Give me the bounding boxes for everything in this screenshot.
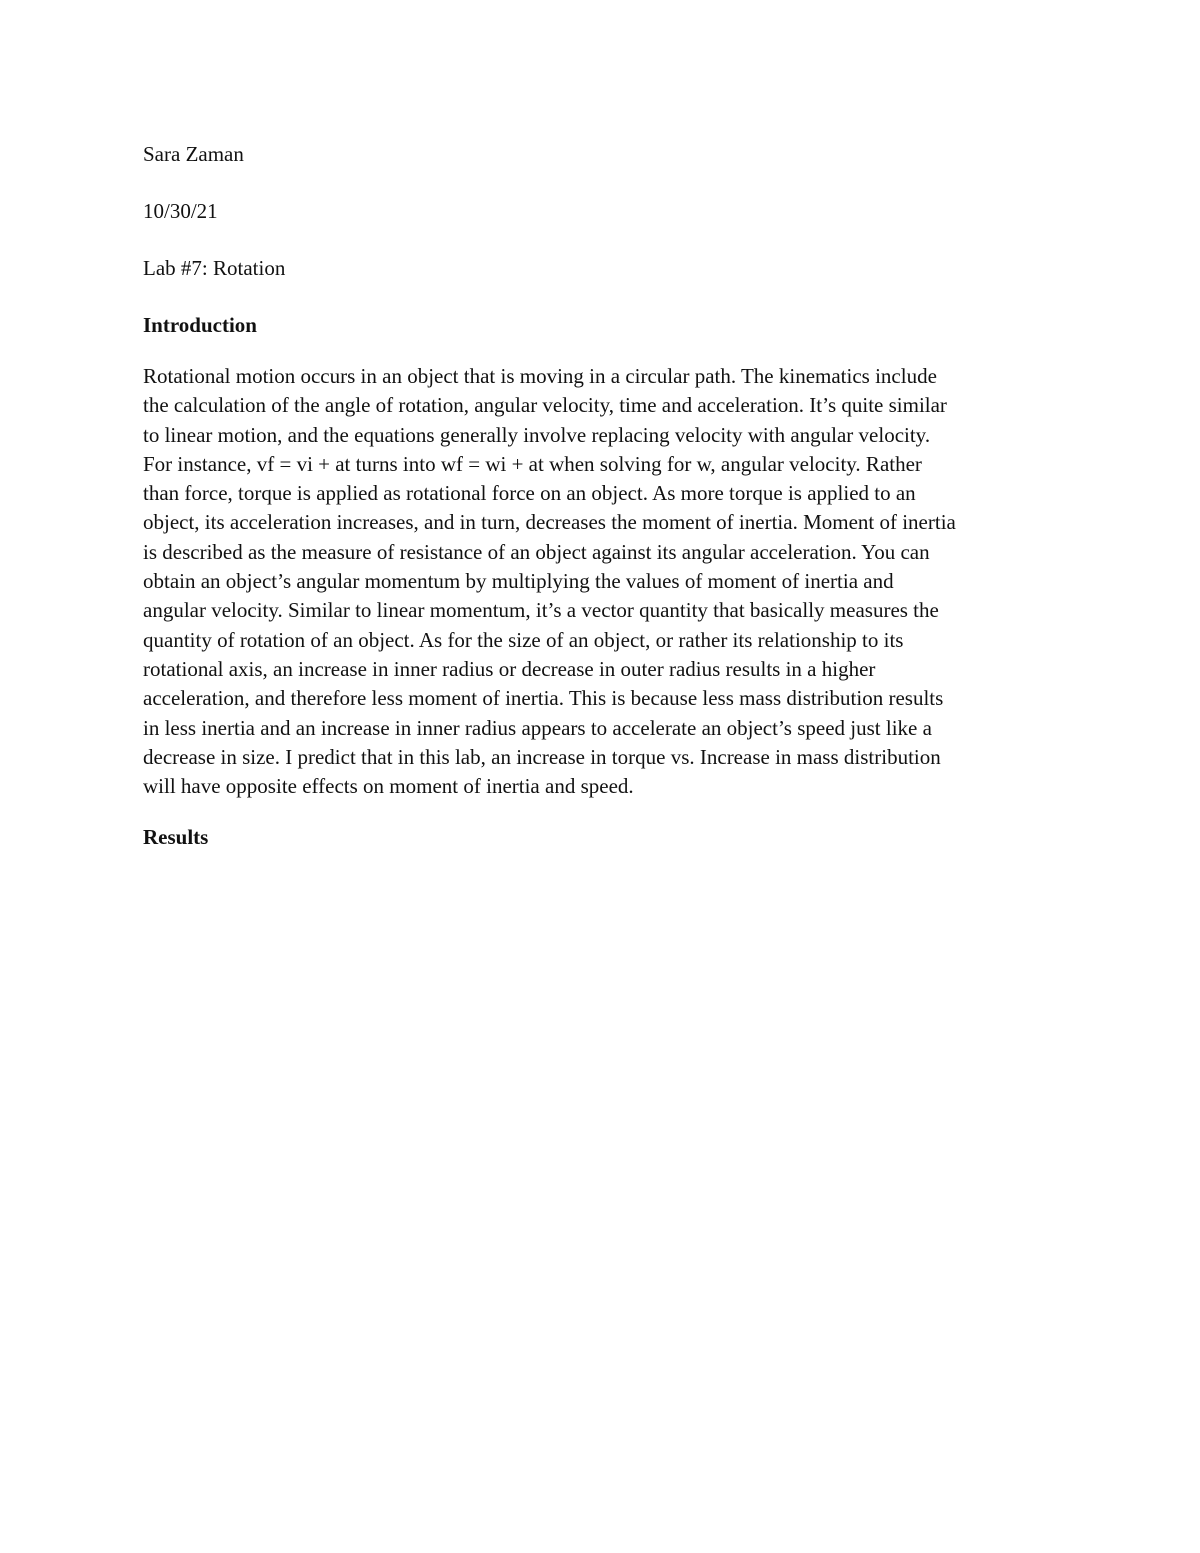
document-body [143,140,1063,874]
paragraph-line: rotational axis, an increase in inner radius or decrease in outer radius results in a higher [143,656,876,681]
paragraph-line: object, its acceleration increases, and in turn, decreases the moment of inertia. Moment of inertia [143,510,956,535]
author-name: Sara Zaman [143,142,244,166]
introduction-paragraph [143,362,1063,801]
paragraph-line: to linear motion, and the equations generally involve replacing velocity with angular velocity. [143,422,931,447]
paragraph-line: will have opposite effects on moment of inertia and speed. [143,774,634,799]
paragraph-line: in less inertia and an increase in inner radius appears to accelerate an object’s speed just like a [143,715,932,740]
introduction-heading: Introduction [143,313,257,337]
paragraph-line: angular velocity. Similar to linear momentum, it’s a vector quantity that basically measures the [143,598,939,623]
paragraph-line: acceleration, and therefore less moment of inertia. This is because less mass distribution results [143,686,944,711]
document-title: Lab #7: Rotation [143,256,286,280]
results-heading: Results [143,825,209,850]
paragraph-line: is described as the measure of resistance of an object against its angular acceleration. You can [143,539,930,564]
paragraph-line: than force, torque is applied as rotational force on an object. As more torque is applied to an [143,481,916,506]
paragraph-line: obtain an object’s angular momentum by multiplying the values of moment of inertia and [143,569,894,594]
paragraph-line: the calculation of the angle of rotation, angular velocity, time and acceleration. It’s quite similar [143,393,947,418]
document-date: 10/30/21 [143,199,218,223]
paragraph-line: Rotational motion occurs in an object that is moving in a circular path. The kinematics include [143,364,937,388]
paragraph-line: decrease in size. I predict that in this lab, an increase in torque vs. Increase in mass distribution [143,744,941,769]
paragraph-line: quantity of rotation of an object. As for the size of an object, or rather its relationship to its [143,627,904,652]
paragraph-line: For instance, vf = vi + at turns into wf = wi + at when solving for w, angular velocity. Rather [143,451,922,476]
